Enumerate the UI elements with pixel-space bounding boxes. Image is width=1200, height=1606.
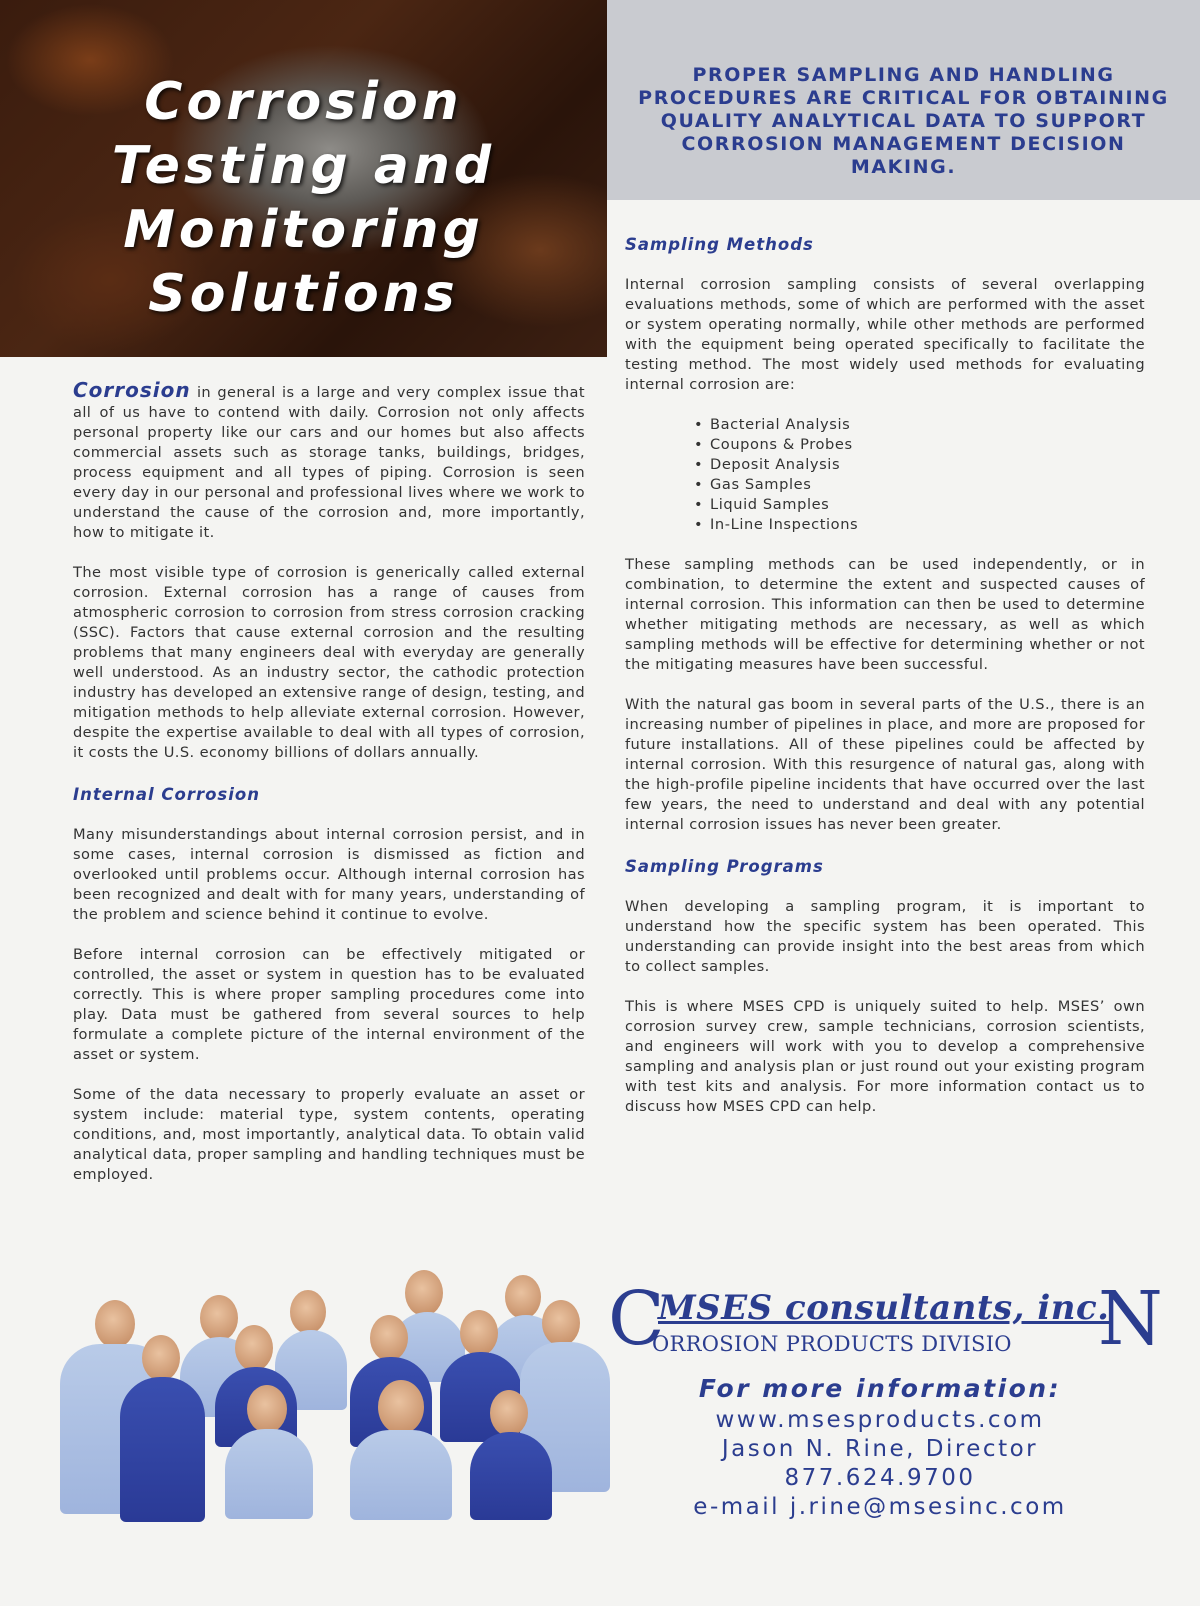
external-corrosion-paragraph: The most visible type of corrosion is generically called external corrosion. External corrosion has a range of causes from atmospheric corrosion to corrosion from stress corrosion cracking (SSC). Factors that cause external corrosion and the resulting problems that many engineers deal with everyday are generally well understood. As an industry sector, the cathodic protection industry has developed an extensive range of design, testing, and mitigation methods to help alleviate external corrosion. However, despite the expertise available to deal with all types of corrosion, it costs the U.S. economy billions of dollars annually. — [73, 564, 585, 761]
list-item: • In-Line Inspections — [710, 515, 1145, 535]
hero-title-line: Monitoring — [123, 200, 484, 260]
sampling-programs-heading: Sampling Programs — [625, 857, 824, 876]
list-item: • Deposit Analysis — [710, 455, 1145, 475]
hero-title-line: Solutions — [148, 264, 459, 324]
email-link[interactable]: e-mail j.rine@msesinc.com — [693, 1494, 1067, 1520]
hero-title-line: Testing and — [111, 136, 496, 196]
evaluation-paragraph: Before internal corrosion can be effectively mitigated or controlled, the asset or system in question has to be evaluated correctly. This is where proper sampling procedures come into play. Data must be gathered from several sources to help formulate a complete picture of the internal environment of the asset or system. — [73, 946, 585, 1063]
list-item: • Bacterial Analysis — [710, 415, 1145, 435]
hero-title — [0, 70, 607, 326]
header-banner — [607, 0, 1200, 200]
sampling-methods-heading: Sampling Methods — [625, 235, 814, 254]
logo-letter-n: N — [1098, 1276, 1163, 1362]
hero-title-line: Corrosion — [144, 72, 463, 132]
internal-corrosion-heading: Internal Corrosion — [73, 785, 260, 804]
website-link[interactable]: www.msesproducts.com — [715, 1407, 1045, 1433]
sampling-programs-paragraph: When developing a sampling program, it is important to understand how the specific system has been operated. This understanding can provide insight into the best areas from which to collect samples. — [625, 898, 1145, 975]
banner-text: PROPER SAMPLING AND HANDLING PROCEDURES ARE CRITICAL FOR OBTAINING QUALITY ANALYTICAL DATA TO SUPPORT CORROSION MANAGEMENT DECISION MAKING. — [638, 64, 1169, 178]
intro-paragraph — [73, 380, 585, 543]
sampling-methods-list — [625, 415, 1145, 535]
left-column — [73, 380, 585, 1205]
intro-text: in general is a large and very complex issue that all of us have to contend with daily. Corrosion not only affects personal property like our cars and our homes but also affects commercial assets such as storage tanks, buildings, bridges, process equipment and all types of piping. Corrosion is seen every day in our personal and professional lives where we work to understand the cause of the corrosion and, more importantly, how to mitigate it. — [73, 384, 585, 541]
list-item: • Gas Samples — [710, 475, 1145, 495]
logo-division-name: ORROSION PRODUCTS DIVISIO — [652, 1332, 1012, 1356]
logo-letter-c: C — [608, 1276, 665, 1362]
intro-lead-word: Corrosion — [73, 378, 191, 402]
internal-corrosion-paragraph: Many misunderstandings about internal corrosion persist, and in some cases, internal corrosion is dismissed as fiction and overlooked until problems occur. Although internal corrosion has been recognized and dealt with for many years, understanding of the problem and science behind it continue to evolve. — [73, 826, 585, 923]
right-column — [625, 233, 1145, 1137]
natural-gas-paragraph: With the natural gas boom in several parts of the U.S., there is an increasing number of pipelines in place, and more are proposed for future installations. All of these pipelines could be affected by internal corrosion. With this resurgence of natural gas, along with the high-profile pipeline incidents that have occurred over the last few years, the need to understand and deal with any potential internal corrosion issues has never been greater. — [625, 696, 1145, 833]
list-item: • Liquid Samples — [710, 495, 1145, 515]
logo-company-name: MSES consultants, inc. — [658, 1288, 1110, 1328]
sampling-methods-paragraph: Internal corrosion sampling consists of several overlapping evaluations methods, some of which are performed with the asset or system operating normally, while other methods are performed with the equipment being operated specifically to facilitate the testing method. The most widely used methods for evaluating internal corrosion are: — [625, 276, 1145, 393]
contact-person: Jason N. Rine, Director — [721, 1436, 1039, 1462]
contact-block — [640, 1372, 1120, 1522]
contact-title: For more information: — [698, 1374, 1062, 1403]
phone-number[interactable]: 877.624.9700 — [784, 1465, 976, 1491]
independent-use-paragraph: These sampling methods can be used independently, or in combination, to determine the extent and suspected causes of internal corrosion. This information can then be used to determine whether mitigating methods are necessary, as well as which sampling methods will be effective for determining whether or not the mitigating measures have been successful. — [625, 556, 1145, 673]
list-item: • Coupons & Probes — [710, 435, 1145, 455]
company-logo — [608, 1276, 1168, 1362]
team-photo — [40, 1265, 620, 1520]
data-paragraph: Some of the data necessary to properly evaluate an asset or system include: material type, system contents, operating conditions, and, most importantly, analytical data. To obtain valid analytical data, proper sampling and handling techniques must be employed. — [73, 1086, 585, 1183]
hero-image — [0, 0, 607, 357]
mses-help-paragraph: This is where MSES CPD is uniquely suited to help. MSES’ own corrosion survey crew, sample technicians, corrosion scientists, and engineers will work with you to develop a comprehensive sampling and analysis plan or just round out your existing program with test kits and analysis. For more information contact us to discuss how MSES CPD can help. — [625, 998, 1145, 1115]
